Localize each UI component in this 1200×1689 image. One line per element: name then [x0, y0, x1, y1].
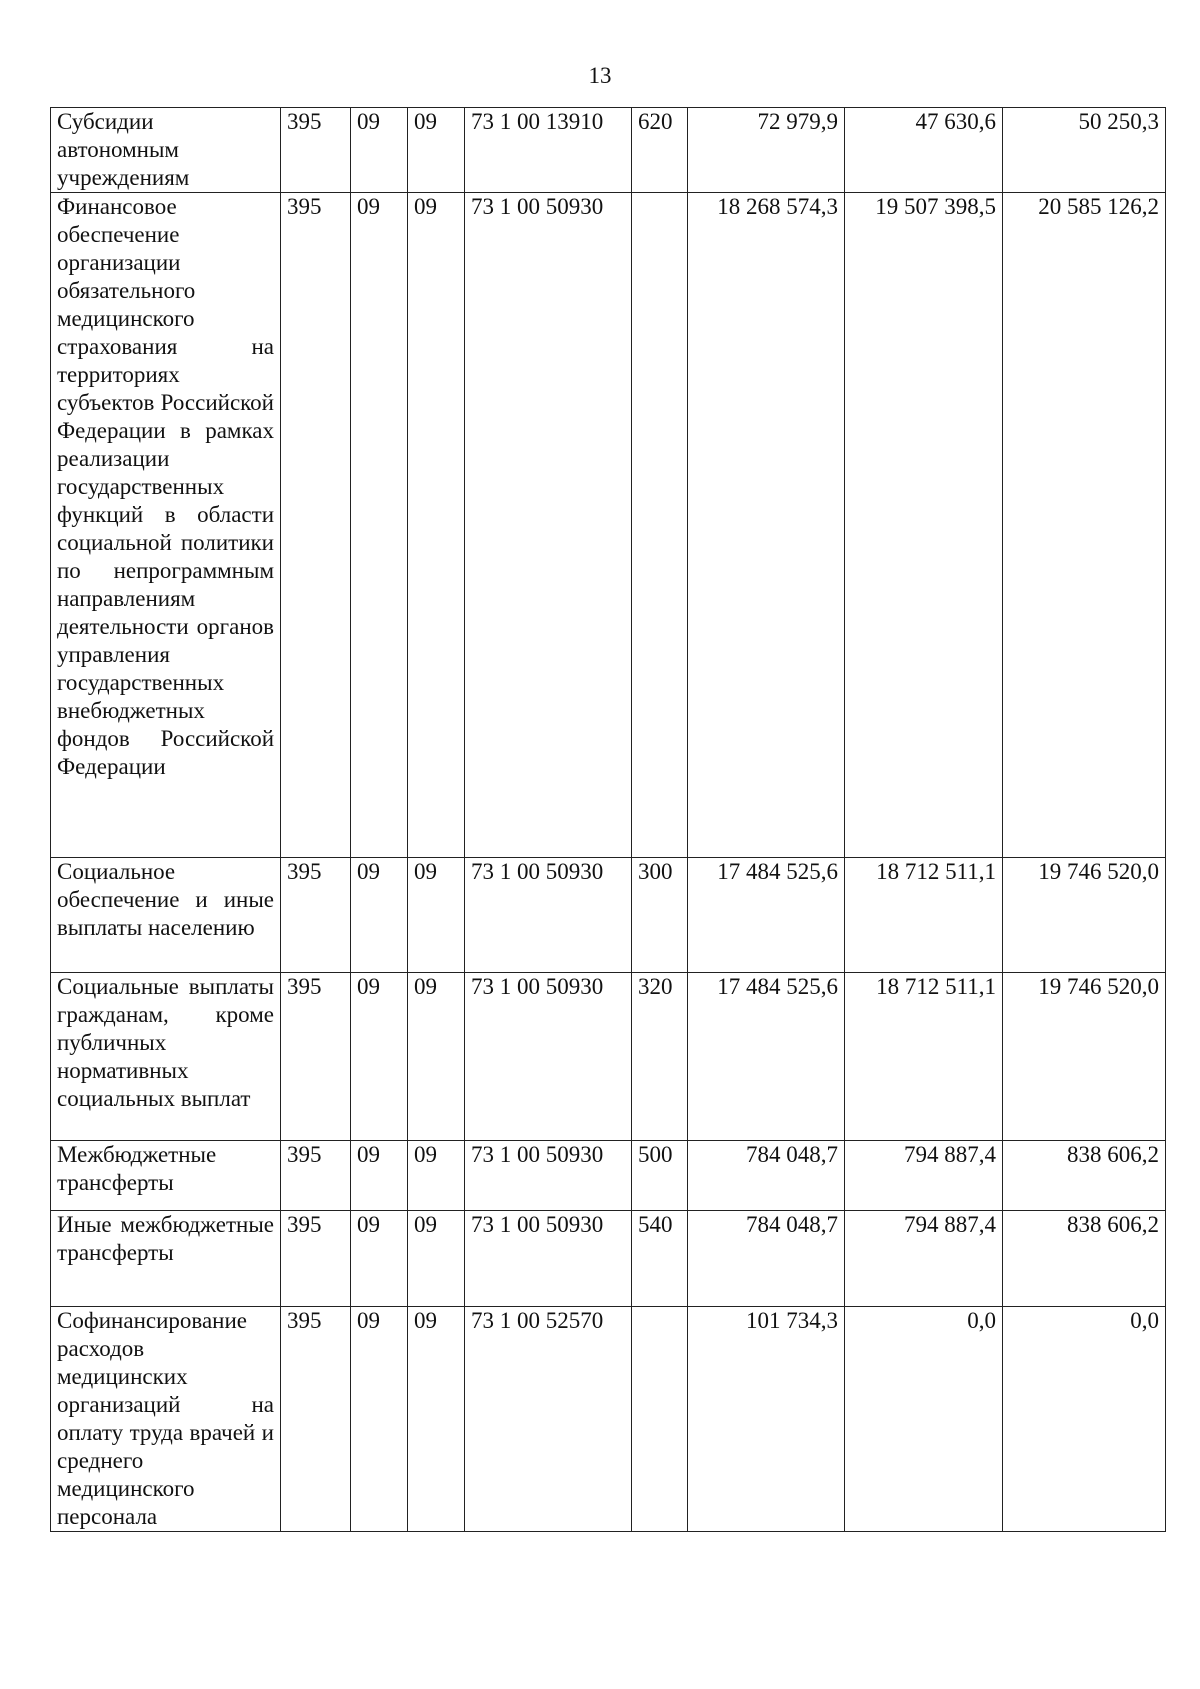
ministry-code: 395: [281, 1307, 351, 1532]
subsection-code: 09: [408, 1307, 465, 1532]
section-code: 09: [351, 858, 408, 973]
subsection-code: 09: [408, 1141, 465, 1211]
table-row: [51, 193, 1166, 858]
section-code: 09: [351, 108, 408, 193]
section-code: 09: [351, 1141, 408, 1211]
table-row: [51, 858, 1166, 973]
ministry-code: 395: [281, 193, 351, 858]
table-row: [51, 973, 1166, 1141]
expense-type-code: [632, 193, 688, 858]
ministry-code: 395: [281, 973, 351, 1141]
amount-year-1: 18 268 574,3: [688, 193, 845, 858]
section-code: 09: [351, 1307, 408, 1532]
target-article-code: 73 1 00 50930: [465, 1211, 632, 1307]
expense-name: Социальное обеспечение и иные выплаты населению: [51, 858, 281, 973]
amount-year-2: 47 630,6: [845, 108, 1003, 193]
amount-year-1: 101 734,3: [688, 1307, 845, 1532]
expense-type-code: [632, 1307, 688, 1532]
amount-year-2: 18 712 511,1: [845, 973, 1003, 1141]
amount-year-3: 838 606,2: [1003, 1141, 1166, 1211]
subsection-code: 09: [408, 858, 465, 973]
expense-type-code: 500: [632, 1141, 688, 1211]
expense-name: Межбюджетные трансферты: [51, 1141, 281, 1211]
table-row: [51, 1211, 1166, 1307]
subsection-code: 09: [408, 973, 465, 1141]
target-article-code: 73 1 00 50930: [465, 193, 632, 858]
amount-year-2: 18 712 511,1: [845, 858, 1003, 973]
subsection-code: 09: [408, 108, 465, 193]
table-row: [51, 1141, 1166, 1211]
amount-year-2: 794 887,4: [845, 1211, 1003, 1307]
expense-name: Софинансирование расходов медицинских организаций на оплату труда врачей и среднего медицинского персонала: [51, 1307, 281, 1532]
amount-year-3: 19 746 520,0: [1003, 858, 1166, 973]
amount-year-3: 838 606,2: [1003, 1211, 1166, 1307]
target-article-code: 73 1 00 50930: [465, 1141, 632, 1211]
section-code: 09: [351, 1211, 408, 1307]
target-article-code: 73 1 00 50930: [465, 858, 632, 973]
table-row: [51, 1307, 1166, 1532]
target-article-code: 73 1 00 50930: [465, 973, 632, 1141]
amount-year-3: 0,0: [1003, 1307, 1166, 1532]
amount-year-3: 19 746 520,0: [1003, 973, 1166, 1141]
ministry-code: 395: [281, 1141, 351, 1211]
expense-type-code: 320: [632, 973, 688, 1141]
target-article-code: 73 1 00 13910: [465, 108, 632, 193]
amount-year-1: 72 979,9: [688, 108, 845, 193]
amount-year-3: 50 250,3: [1003, 108, 1166, 193]
expense-name: Социальные выплаты гражданам, кроме публичных нормативных социальных выплат: [51, 973, 281, 1141]
subsection-code: 09: [408, 193, 465, 858]
section-code: 09: [351, 973, 408, 1141]
subsection-code: 09: [408, 1211, 465, 1307]
amount-year-2: 19 507 398,5: [845, 193, 1003, 858]
ministry-code: 395: [281, 858, 351, 973]
ministry-code: 395: [281, 108, 351, 193]
section-code: 09: [351, 193, 408, 858]
budget-table: [50, 107, 1166, 1532]
amount-year-3: 20 585 126,2: [1003, 193, 1166, 858]
amount-year-1: 17 484 525,6: [688, 858, 845, 973]
amount-year-1: 784 048,7: [688, 1211, 845, 1307]
amount-year-1: 784 048,7: [688, 1141, 845, 1211]
amount-year-1: 17 484 525,6: [688, 973, 845, 1141]
expense-name: Иные межбюджетные трансферты: [51, 1211, 281, 1307]
expense-name: Финансовое обеспечение организации обязательного медицинского страхования на территориях субъектов Российской Федерации в рамках реализации государственных функций в области социальной политики по непрограммным направлениям деятельности органов управления государственных внебюджетных фондов Российской Федерации: [51, 193, 281, 858]
expense-type-code: 620: [632, 108, 688, 193]
amount-year-2: 794 887,4: [845, 1141, 1003, 1211]
target-article-code: 73 1 00 52570: [465, 1307, 632, 1532]
ministry-code: 395: [281, 1211, 351, 1307]
page-number: 13: [588, 63, 612, 88]
expense-name: Субсидии автономным учреждениям: [51, 108, 281, 193]
expense-type-code: 300: [632, 858, 688, 973]
amount-year-2: 0,0: [845, 1307, 1003, 1532]
table-row: [51, 108, 1166, 193]
expense-type-code: 540: [632, 1211, 688, 1307]
